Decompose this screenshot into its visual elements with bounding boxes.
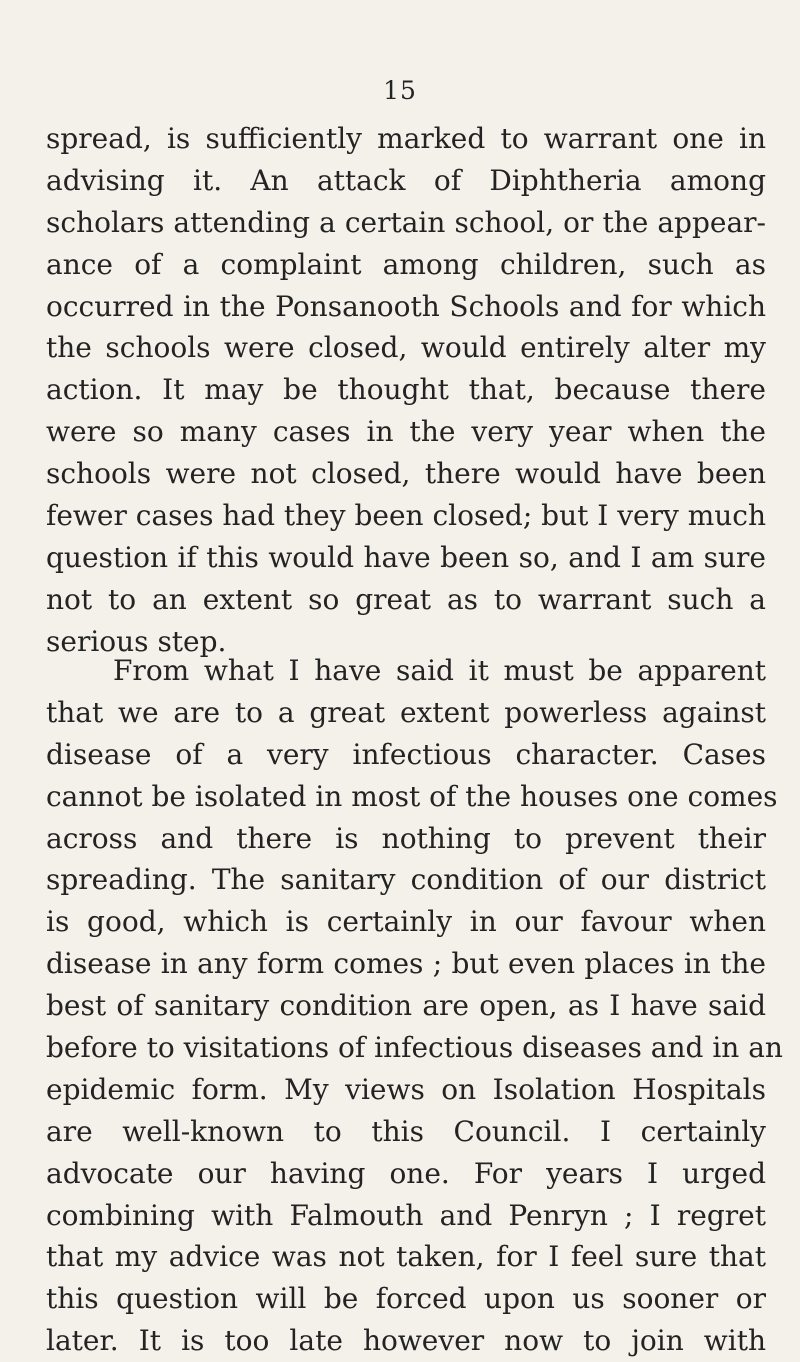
paragraph-1-line-9: schools were not closed, there would have been bbox=[46, 457, 766, 491]
paragraph-2-line-7: is good, which is certainly in our favour when bbox=[46, 905, 766, 939]
paragraph-2-line-4: cannot be isolated in most of the houses one comes bbox=[46, 779, 778, 813]
paragraph-2-line-8: disease in any form comes ; but even places in the bbox=[46, 947, 766, 981]
paragraph-2-line-15: that my advice was not taken, for I feel sure that bbox=[46, 1240, 766, 1274]
paragraph-1-line-11: question if this would have been so, and I am sure bbox=[46, 540, 766, 574]
paragraph-1-line-1: spread, is sufficiently marked to warrant one in bbox=[46, 122, 766, 155]
paragraph-1 bbox=[46, 118, 766, 663]
paragraph-1-line-3: scholars attending a certain school, or the appear- bbox=[46, 205, 766, 239]
paragraph-1-line-4: ance of a complaint among children, such as bbox=[46, 247, 766, 281]
paragraph-1-line-5: occurred in the Ponsanooth Schools and for which bbox=[46, 289, 766, 323]
paragraph-2-line-3: disease of a very infectious character. Cases bbox=[46, 737, 766, 771]
page-number: 15 bbox=[383, 76, 417, 105]
paragraph-2-line-10: before to visitations of infectious diseases and in an bbox=[46, 1031, 783, 1065]
paragraph-1-line-10: fewer cases had they been closed; but I very much bbox=[46, 499, 767, 533]
paragraph-1-line-8: were so many cases in the very year when the bbox=[46, 415, 766, 449]
paragraph-1-line-6: the schools were closed, would entirely alter my bbox=[46, 331, 766, 365]
paragraph-2-line-16: this question will be forced upon us sooner or bbox=[46, 1282, 766, 1316]
paragraph-1-line-13: serious step. bbox=[46, 624, 227, 658]
paragraph-2-line-11: epidemic form. My views on Isolation Hospitals bbox=[46, 1072, 766, 1106]
paragraph-1-line-12: not to an extent so great as to warrant such a bbox=[46, 582, 766, 616]
paragraph-2 bbox=[46, 650, 783, 1362]
paragraph-2-line-9: best of sanitary condition are open, as I have said bbox=[46, 989, 766, 1023]
paragraph-2-line-5: across and there is nothing to prevent their bbox=[46, 821, 766, 855]
paragraph-2-line-17: later. It is too late however now to join with bbox=[46, 1324, 766, 1358]
paragraph-2-line-12: are well-known to this Council. I certainly bbox=[46, 1114, 766, 1148]
paragraph-2-line-2: that we are to a great extent powerless against bbox=[46, 695, 766, 729]
paragraph-2-line-14: combining with Falmouth and Penryn ; I regret bbox=[46, 1198, 766, 1232]
paragraph-2-line-6: spreading. The sanitary condition of our district bbox=[46, 863, 766, 897]
paragraph-1-line-2: advising it. An attack of Diphtheria among bbox=[46, 163, 766, 197]
paragraph-1-line-7: action. It may be thought that, because there bbox=[46, 373, 766, 407]
paragraph-2-line-1: From what I have said it must be apparent bbox=[113, 654, 766, 687]
paragraph-2-line-13: advocate our having one. For years I urged bbox=[46, 1156, 766, 1190]
